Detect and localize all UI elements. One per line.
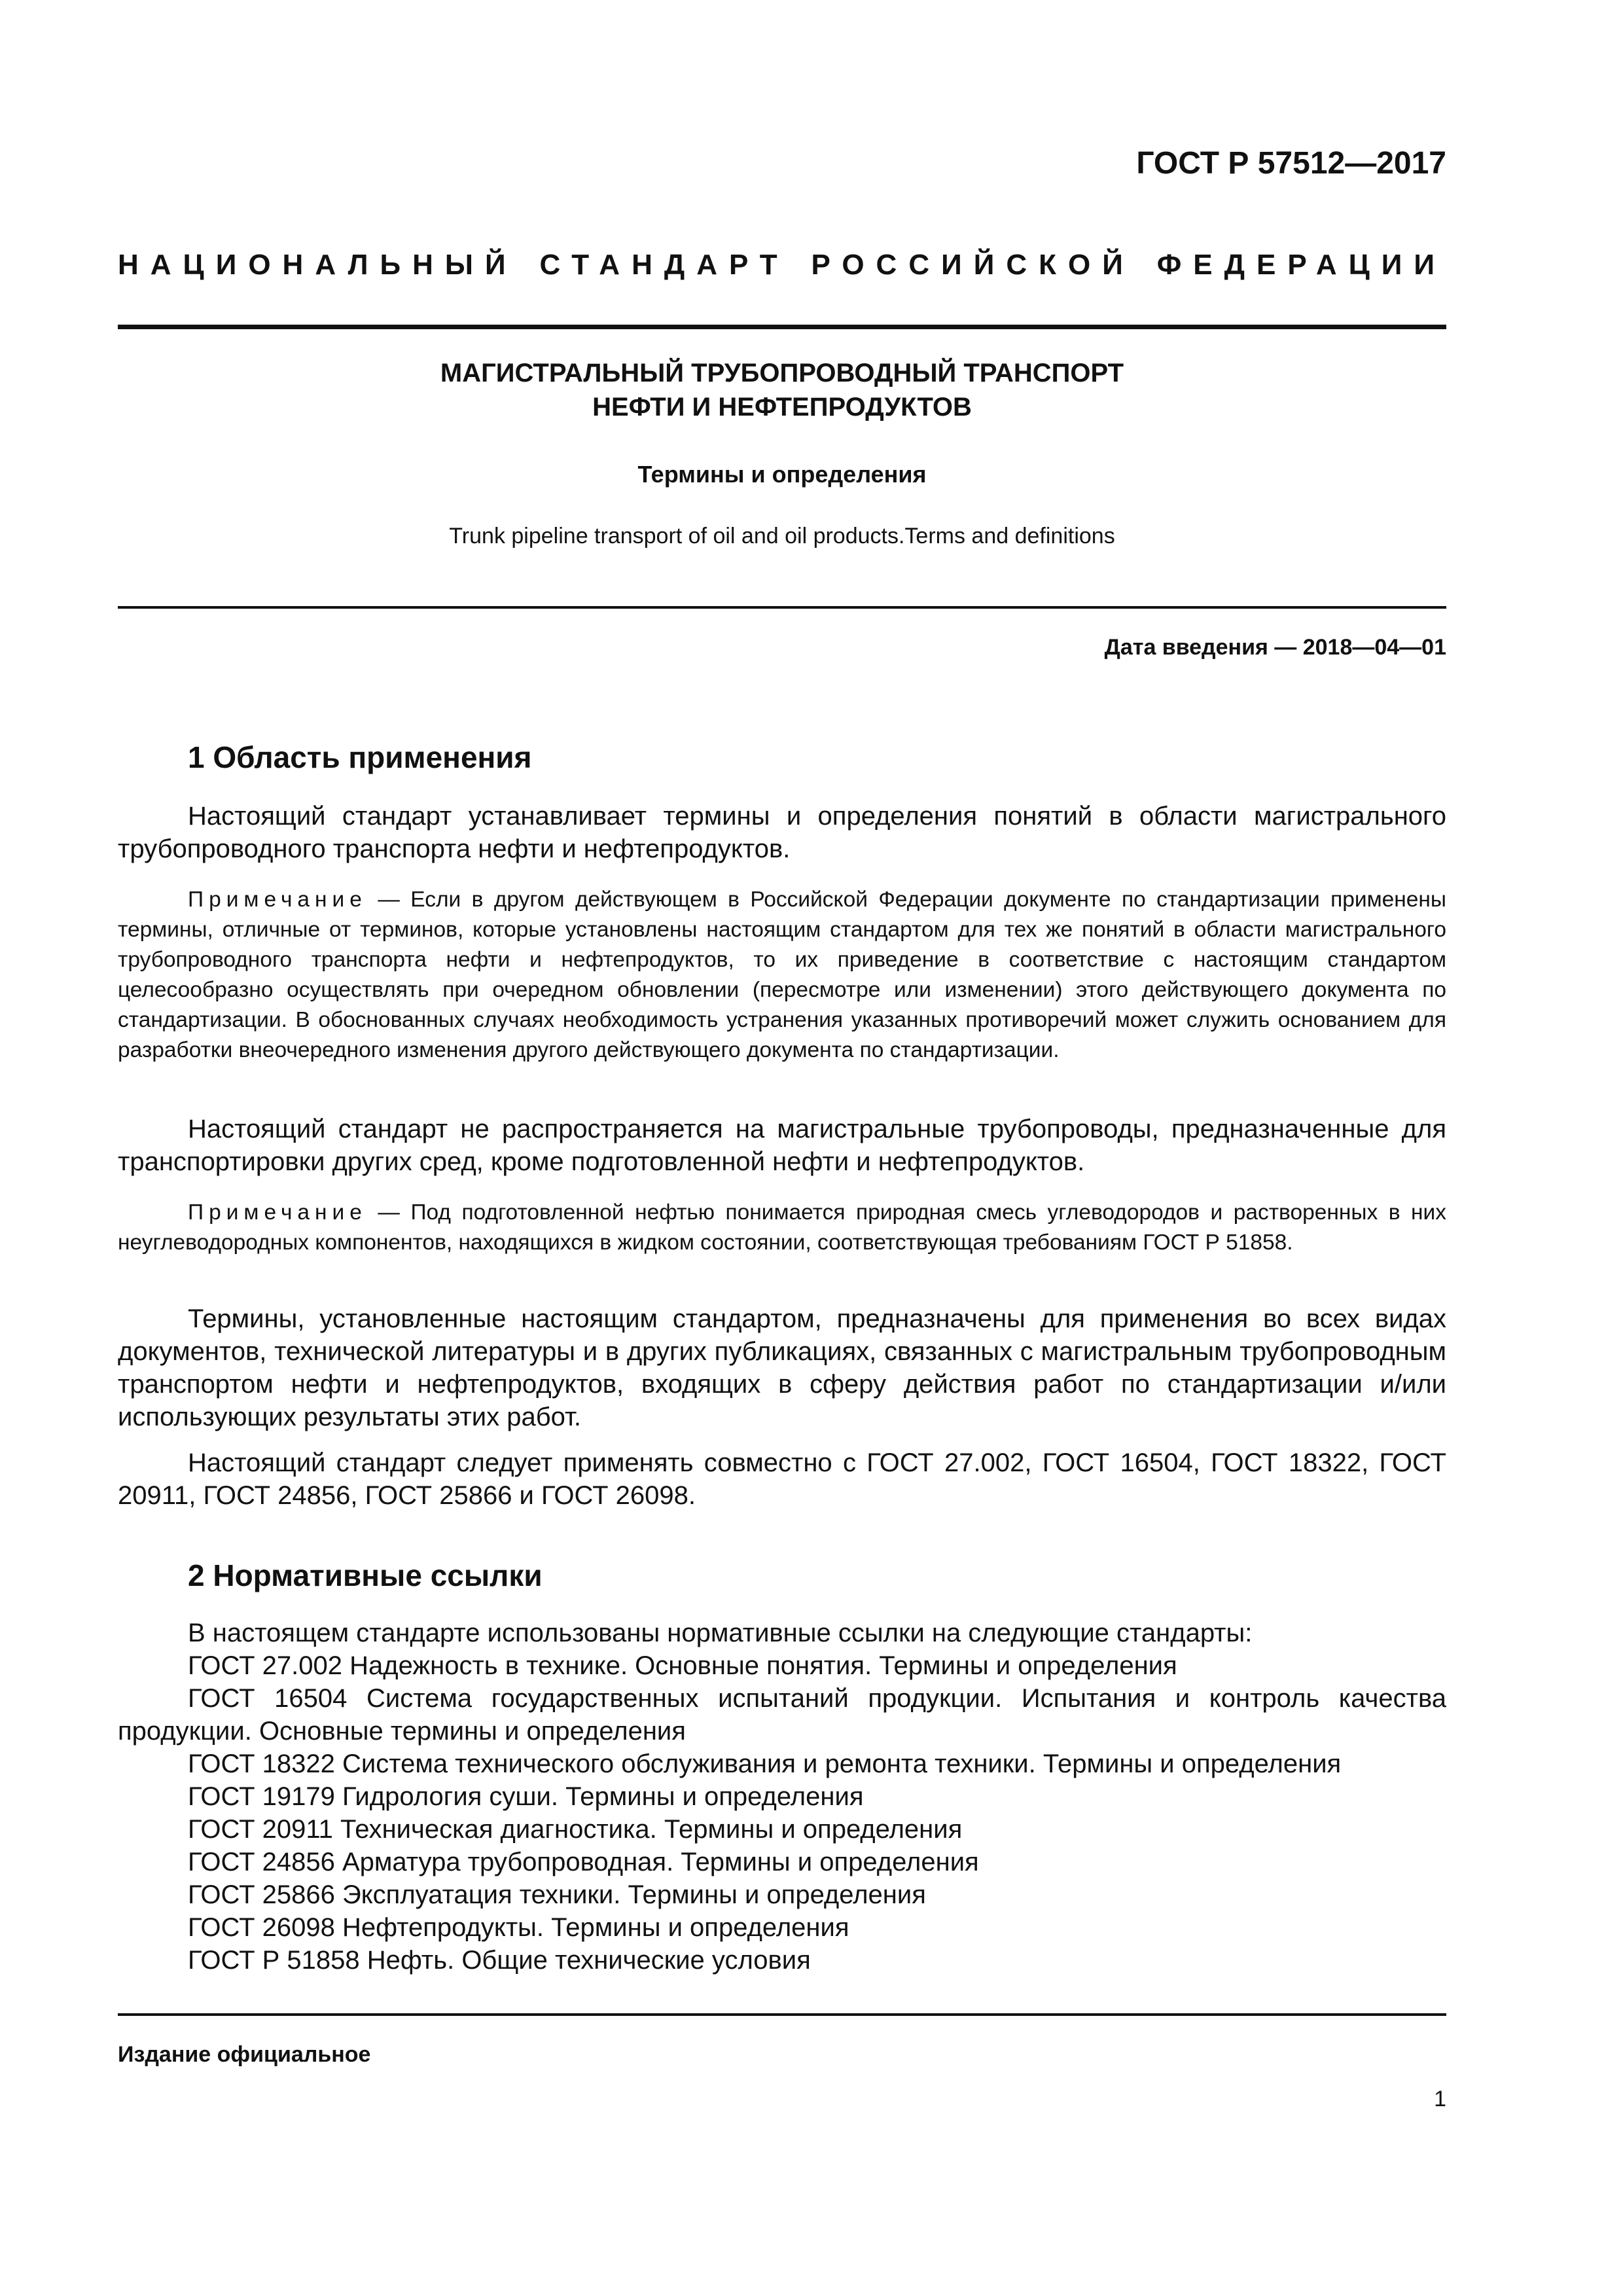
note-1-text: — Если в другом действующем в Российской Федерации документе по стандартизации применены термины, отличные от терминов, которые установлены настоящим стандартом для тех же понятий в области магистрального трубопроводного транспорта нефти и нефтепродуктов, то их приведение в соответствие с настоящим стандартом целесообразно осуществлять при очередном обновлении (пересмотре или изменении) этого действующего документа по стандартизации. В обоснованных случаях необходимость устранения указанных противоречий может служить основанием для разработки внеочередного изменения другого действующего документа по стандартизации. [118,888,1446,1062]
title-line-2: НЕФТИ И НЕФТЕПРОДУКТОВ [592,393,972,422]
reference-item: ГОСТ 20911 Техническая диагностика. Термины и определения [188,1815,963,1844]
section-1-note-2 [118,1198,1446,1258]
reference-item: ГОСТ 24856 Арматура трубопроводная. Термины и определения [188,1848,979,1876]
top-divider [118,325,1446,329]
reference-item: ГОСТ Р 51858 Нефть. Общие технические условия [188,1946,811,1975]
reference-item: ГОСТ 26098 Нефтепродукты. Термины и определения [188,1913,849,1942]
section-1-paragraph-1: Настоящий стандарт устанавливает термины и определения понятий в области магистрального трубопроводного транспорта нефти и нефтепродуктов. [118,802,1446,863]
introduction-date: Дата введения — 2018—04—01 [1104,635,1446,660]
note-1-label: Примечание [188,888,367,912]
english-title: Trunk pipeline transport of oil and oil products.Terms and definitions [449,524,1115,548]
reference-item: ГОСТ 18322 Система технического обслуживания и ремонта техники. Термины и определения [188,1749,1342,1778]
note-2-label: Примечание [188,1200,367,1225]
section-1-note-1 [118,885,1446,1066]
section-2-heading: 2 Нормативные ссылки [188,1558,543,1592]
note-2-text: — Под подготовленной нефтью понимается природная смесь углеводородов и растворенных в них неуглеводородных компонентов, находящихся в жидком состоянии, соответствующая требованиям ГОСТ Р 51858. [118,1200,1446,1255]
official-edition-label: Издание официальное [118,2042,371,2067]
reference-item: ГОСТ 16504 Система государственных испытаний продукции. Испытания и контроль качества продукции. Основные термины и определения [118,1684,1446,1746]
national-standard-banner: НАЦИОНАЛЬНЫЙ СТАНДАРТ РОССИЙСКОЙ ФЕДЕРАЦИИ [118,249,1446,281]
reference-item: ГОСТ 27.002 Надежность в технике. Основные понятия. Термины и определения [188,1651,1177,1680]
document-subtitle: Термины и определения [637,461,927,488]
reference-item: ГОСТ 19179 Гидрология суши. Термины и определения [188,1782,864,1811]
page-number: 1 [1434,2087,1446,2111]
section-1-paragraph-2: Настоящий стандарт не распространяется на магистральные трубопроводы, предназначенные для транспортировки других сред, кроме подготовленной нефти и нефтепродуктов. [118,1115,1446,1176]
section-1-paragraph-3: Термины, установленные настоящим стандартом, предназначены для применения во всех видах документов, технической литературы и в других публикациях, связанных с магистральным трубопроводным транспортом нефти и нефтепродуктов, входящих в сферу действия работ по стандартизации и/или использующих результаты этих работ. [118,1304,1446,1431]
section-1-heading: 1 Область применения [188,740,532,774]
footer-divider [118,2013,1446,2016]
title-divider [118,606,1446,609]
references-intro: В настоящем стандарте использованы нормативные ссылки на следующие стандарты: [188,1619,1253,1647]
section-1-paragraph-4: Настоящий стандарт следует применять совместно с ГОСТ 27.002, ГОСТ 16504, ГОСТ 18322, ГОСТ 20911, ГОСТ 24856, ГОСТ 25866 и ГОСТ 26098. [118,1448,1446,1510]
title-line-1: МАГИСТРАЛЬНЫЙ ТРУБОПРОВОДНЫЙ ТРАНСПОРТ [440,359,1124,387]
document-code: ГОСТ Р 57512—2017 [1136,146,1446,181]
reference-item: ГОСТ 25866 Эксплуатация техники. Термины и определения [188,1880,926,1909]
